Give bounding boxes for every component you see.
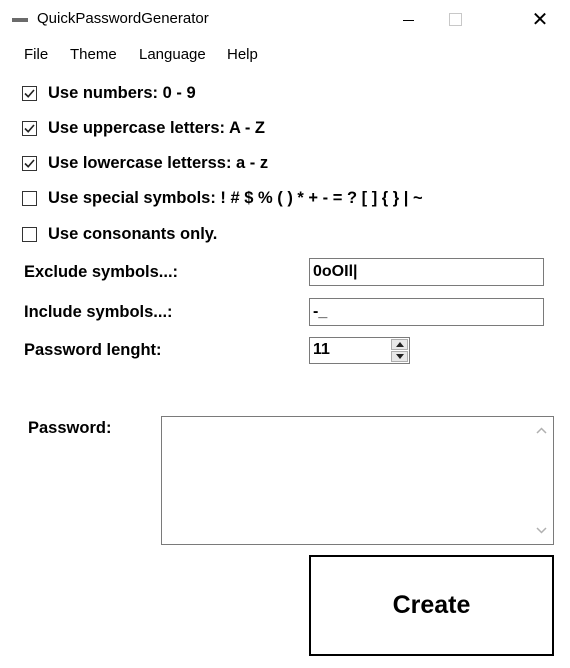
title-bar [0, 0, 570, 40]
close-icon: ✕ [531, 9, 549, 31]
menu-bar [0, 42, 570, 66]
length-value[interactable]: 11 [313, 341, 330, 358]
checkbox[interactable] [22, 156, 37, 171]
arrow-down-icon [396, 354, 404, 359]
password-output[interactable] [161, 416, 554, 545]
length-stepper[interactable] [309, 337, 410, 364]
check-icon [24, 88, 35, 99]
minimize-icon [403, 20, 414, 21]
arrow-up-icon [396, 342, 404, 347]
checkbox[interactable] [22, 121, 37, 136]
menu-help[interactable]: Help [227, 46, 258, 63]
minimize-button[interactable] [386, 0, 432, 40]
checkbox[interactable] [22, 227, 37, 242]
exclude-label: Exclude symbols...: [24, 263, 179, 281]
option-label: Use uppercase letters: A - Z [48, 119, 266, 137]
check-icon [24, 123, 35, 134]
exclude-input[interactable] [309, 258, 544, 286]
app-icon [12, 18, 28, 22]
maximize-icon [449, 13, 462, 26]
checkbox[interactable] [22, 86, 37, 101]
option-label: Use numbers: 0 - 9 [48, 84, 196, 102]
menu-theme[interactable]: Theme [70, 46, 117, 63]
password-text [162, 417, 553, 425]
decrement-button[interactable] [391, 351, 408, 362]
menu-language[interactable]: Language [139, 46, 206, 63]
maximize-button[interactable] [432, 0, 478, 40]
increment-button[interactable] [391, 339, 408, 350]
scroll-down-icon[interactable] [536, 527, 547, 534]
create-button[interactable]: Create [309, 555, 554, 656]
include-label: Include symbols...: [24, 303, 173, 321]
option-label: Use consonants only. [48, 225, 218, 243]
option-label: Use special symbols: ! # $ % ( ) * + - = ? [ ] { } | ~ [48, 189, 423, 207]
checkbox[interactable] [22, 191, 37, 206]
scroll-up-icon[interactable] [536, 427, 547, 434]
include-input[interactable] [309, 298, 544, 326]
length-label: Password lenght: [24, 341, 162, 359]
menu-file[interactable]: File [24, 46, 49, 63]
option-label: Use lowercase letterss: a - z [48, 154, 269, 172]
close-button[interactable] [520, 0, 560, 40]
window-title: QuickPasswordGenerator [37, 10, 209, 27]
scrollbar[interactable] [531, 417, 553, 544]
check-icon [24, 158, 35, 169]
password-label: Password: [28, 419, 112, 437]
